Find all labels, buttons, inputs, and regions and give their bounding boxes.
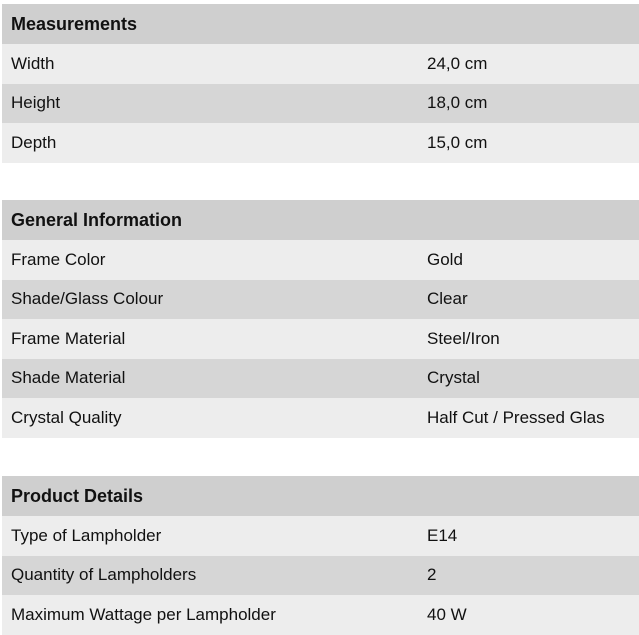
- row-label: Shade/Glass Colour: [11, 289, 164, 309]
- row-value: 2: [427, 565, 437, 585]
- product-details-table: [2, 476, 639, 635]
- row-value: Half Cut / Pressed Glas: [427, 407, 605, 427]
- row-label: Width: [11, 53, 55, 73]
- table-row: [2, 240, 639, 280]
- row-value: 24,0 cm: [427, 53, 488, 73]
- row-label: Frame Material: [11, 328, 126, 348]
- row-label: Height: [11, 93, 61, 113]
- row-value: 40 W: [427, 604, 467, 624]
- row-value: Steel/Iron: [427, 328, 500, 348]
- table-row: [2, 319, 639, 359]
- section-title-general-information: General Information: [2, 200, 639, 240]
- section-title-product-details: Product Details: [2, 476, 639, 516]
- row-value: 15,0 cm: [427, 132, 488, 152]
- row-label: Maximum Wattage per Lampholder: [11, 604, 276, 624]
- general-information-table: [2, 200, 639, 438]
- row-label: Shade Material: [11, 368, 126, 388]
- row-value: E14: [427, 525, 458, 545]
- table-row: [2, 595, 639, 635]
- section-title-measurements: Measurements: [2, 4, 639, 44]
- table-row: [2, 398, 639, 438]
- row-value: Clear: [427, 289, 468, 309]
- table-row: [2, 280, 639, 320]
- row-value: Crystal: [427, 368, 480, 388]
- row-label: Frame Color: [11, 249, 106, 269]
- row-value: 18,0 cm: [427, 93, 488, 113]
- row-label: Crystal Quality: [11, 407, 122, 427]
- measurements-table: [2, 4, 639, 163]
- row-label: Depth: [11, 132, 57, 152]
- table-row: [2, 359, 639, 399]
- table-row: [2, 44, 639, 84]
- table-row: [2, 516, 639, 556]
- table-row: [2, 123, 639, 163]
- row-value: Gold: [427, 249, 463, 269]
- row-label: Quantity of Lampholders: [11, 565, 197, 585]
- row-label: Type of Lampholder: [11, 525, 162, 545]
- table-row: [2, 556, 639, 596]
- table-row: [2, 84, 639, 124]
